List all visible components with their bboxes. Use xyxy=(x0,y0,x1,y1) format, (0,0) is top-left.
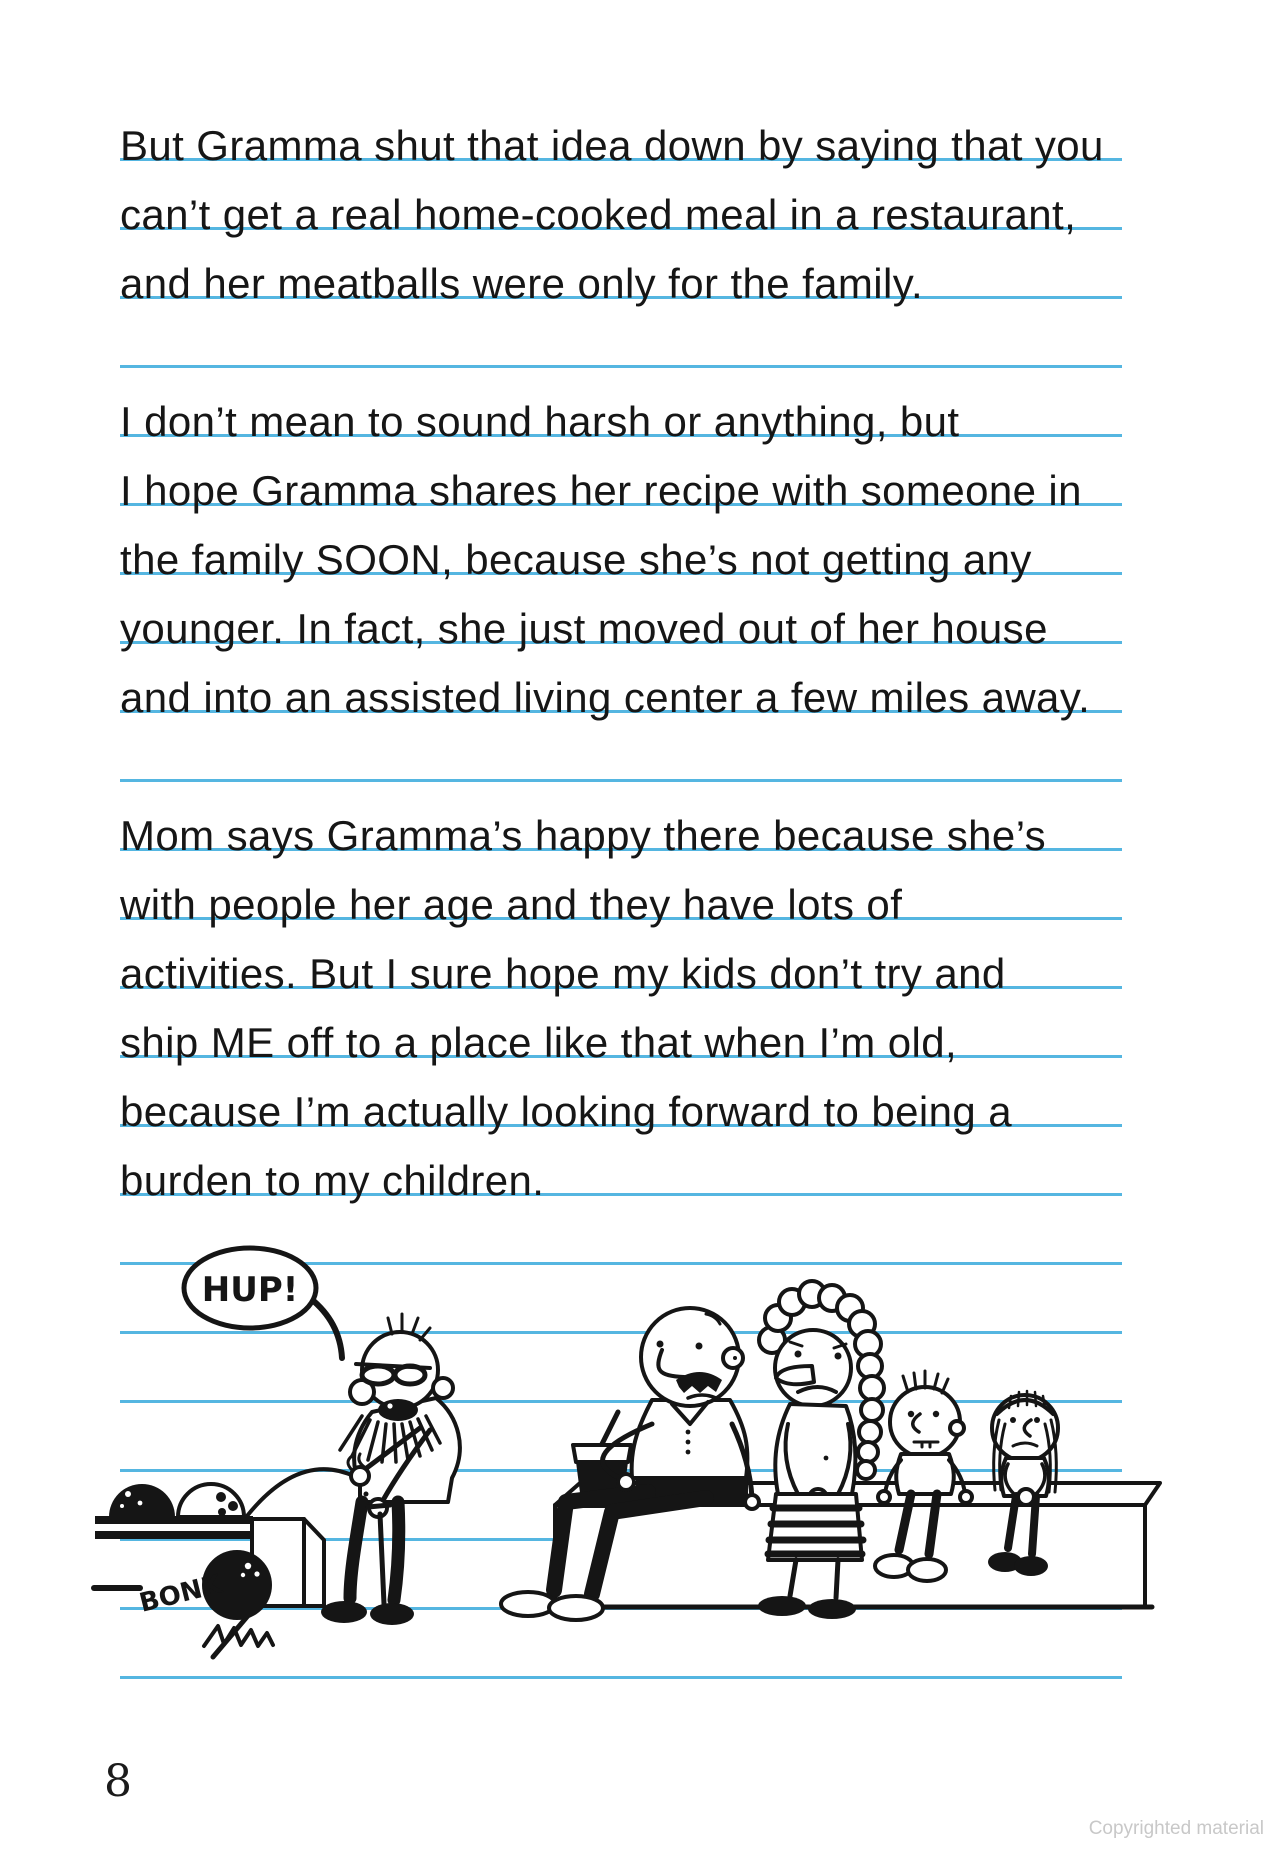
handwritten-line: and into an assisted living center a few miles away. xyxy=(120,674,1091,721)
hup-speech-text: HUP! xyxy=(201,1270,299,1310)
handwritten-line: I hope Gramma shares her recipe with someone in xyxy=(120,467,1082,514)
handwritten-line: Mom says Gramma’s happy there because she’s xyxy=(120,812,1047,859)
ball-trajectory-arc xyxy=(247,1469,356,1516)
handwritten-line: younger. In fact, she just moved out of her house xyxy=(120,605,1048,652)
handwritten-line: ship ME off to a place like that when I’m old, xyxy=(120,1019,958,1066)
bonk-sound-text: BONK xyxy=(136,1569,226,1619)
handwritten-line: because I’m actually looking forward to being a xyxy=(120,1088,1012,1135)
dropped-ball xyxy=(136,1550,273,1657)
handwritten-line: I don’t mean to sound harsh or anything, but xyxy=(120,398,960,445)
speech-bubble xyxy=(184,1248,342,1358)
handwritten-line: the family SOON, because she’s not getting any xyxy=(120,536,1032,583)
handwritten-line: and her meatballs were only for the family. xyxy=(120,260,924,307)
handwritten-line: can’t get a real home-cooked meal in a restaurant, xyxy=(120,191,1077,238)
copyright-watermark: Copyrighted material xyxy=(1088,1818,1264,1839)
page-number: 8 xyxy=(104,1756,132,1807)
handwritten-line: But Gramma shut that idea down by saying that you xyxy=(120,122,1104,169)
handwritten-line: activities. But I sure hope my kids don’t try and xyxy=(120,950,1006,997)
handwritten-line: with people her age and they have lots of xyxy=(120,881,903,928)
handwritten-line: burden to my children. xyxy=(120,1157,545,1204)
